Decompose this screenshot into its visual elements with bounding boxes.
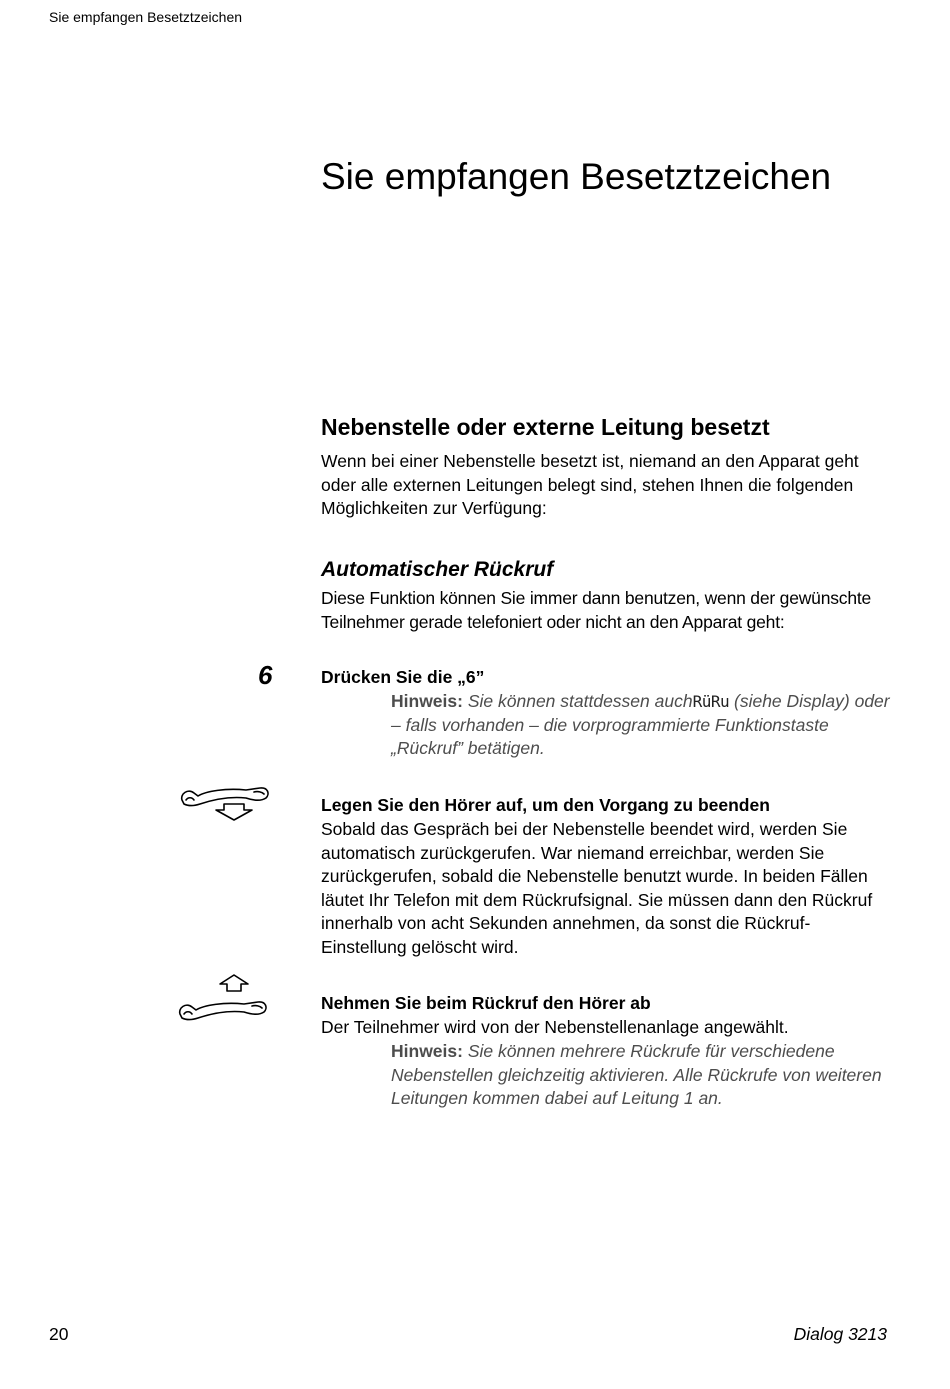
note-callback-alternative <box>391 690 891 761</box>
step-title-hang-up: Legen Sie den Hörer auf, um den Vorgang zu beenden <box>321 795 770 815</box>
handset-lift-icon <box>174 974 274 1022</box>
note-multiple-callbacks <box>391 1040 891 1111</box>
display-text-ruru: RüRu <box>692 692 730 711</box>
step-title-lift-handset: Nehmen Sie beim Rückruf den Hörer ab <box>321 993 651 1013</box>
handset-hang-up-icon <box>176 782 276 826</box>
note-text-before: Sie können stattdessen auch <box>467 691 693 711</box>
section-heading: Nebenstelle oder externe Leitung besetzt <box>321 414 770 440</box>
section-intro: Wenn bei einer Nebenstelle besetzt ist, niemand an den Apparat geht oder alle externen Leitungen belegt sind, stehen Ihnen die folgenden Möglichkeiten zur Verfügung: <box>321 451 859 518</box>
page-number: 20 <box>49 1324 69 1344</box>
footer-model-name: Dialog 3213 <box>793 1324 887 1344</box>
subsection-heading: Automatischer Rückruf <box>321 558 554 581</box>
subsection-intro: Diese Funktion können Sie immer dann benutzen, wenn der gewünschte Teilnehmer gerade telefoniert oder nicht an den Apparat geht: <box>321 588 872 632</box>
step-text-hang-up: Sobald das Gespräch bei der Nebenstelle beendet wird, werden Sie automatisch zurückgerufen. War niemand erreichbar, werden Sie zurückgerufen, sobald die Nebenstelle benutzt wurde. In beiden Fällen läutet Ihr Telefon mit dem Rückrufsignal. Sie müssen dann den Rückruf innerhalb von acht Sekunden annehmen, da sonst die Rückruf-Einstellung gelöscht wird. <box>321 819 873 957</box>
step-title-press-6: Drücken Sie die „6” <box>321 667 485 687</box>
key-6-label: 6 <box>258 660 273 690</box>
step-text-lift-handset: Der Teilnehmer wird von der Nebenstellenanlage angewählt. <box>321 1017 789 1037</box>
note-label: Hinweis: <box>391 1041 463 1061</box>
running-header: Sie empfangen Besetztzeichen <box>49 9 243 25</box>
note-text: Sie können mehrere Rückrufe für verschiedene Nebenstellen gleichzeitig aktivieren. Alle Rückrufe von weiteren Leitungen kommen dabei auf Leitung 1 an. <box>391 1041 882 1108</box>
page-title: Sie empfangen Besetztzeichen <box>321 156 832 197</box>
note-text-after: (siehe Display) oder – falls vorhanden – die vorprogrammierte Funktionstaste „Rückruf” betätigen. <box>391 691 890 758</box>
note-label: Hinweis: <box>391 691 463 711</box>
